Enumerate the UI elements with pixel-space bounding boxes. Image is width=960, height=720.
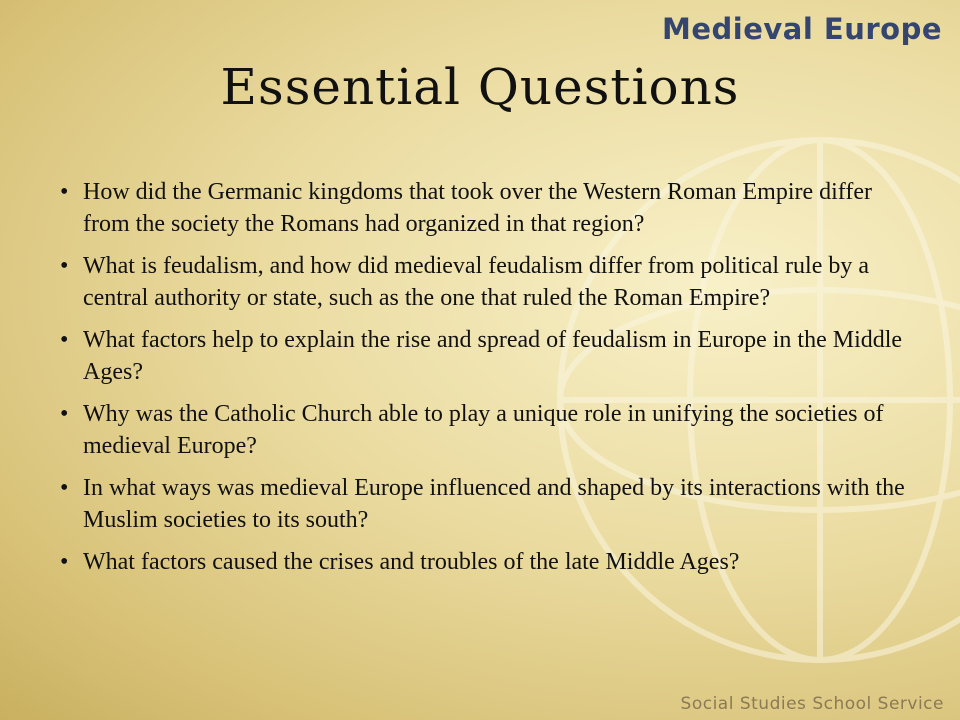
question-item: • What factors caused the crises and troubles of the late Middle Ages?	[60, 546, 920, 578]
question-item: • How did the Germanic kingdoms that took over the Western Roman Empire differ from the society the Romans had organized in that region?	[60, 176, 920, 240]
question-item: • What is feudalism, and how did medieval feudalism differ from political rule by a central authority or state, such as the one that ruled the Roman Empire?	[60, 250, 920, 314]
page-title: Essential Questions	[220, 58, 740, 116]
brand-title: Medieval Europe	[661, 12, 942, 46]
question-list	[60, 176, 920, 588]
question-item: • In what ways was medieval Europe influenced and shaped by its interactions with the Muslim societies to its south?	[60, 472, 920, 536]
publisher-footer: Social Studies School Service	[680, 694, 944, 714]
question-item: • Why was the Catholic Church able to play a unique role in unifying the societies of medieval Europe?	[60, 398, 920, 462]
question-item: • What factors help to explain the rise and spread of feudalism in Europe in the Middle Ages?	[60, 324, 920, 388]
